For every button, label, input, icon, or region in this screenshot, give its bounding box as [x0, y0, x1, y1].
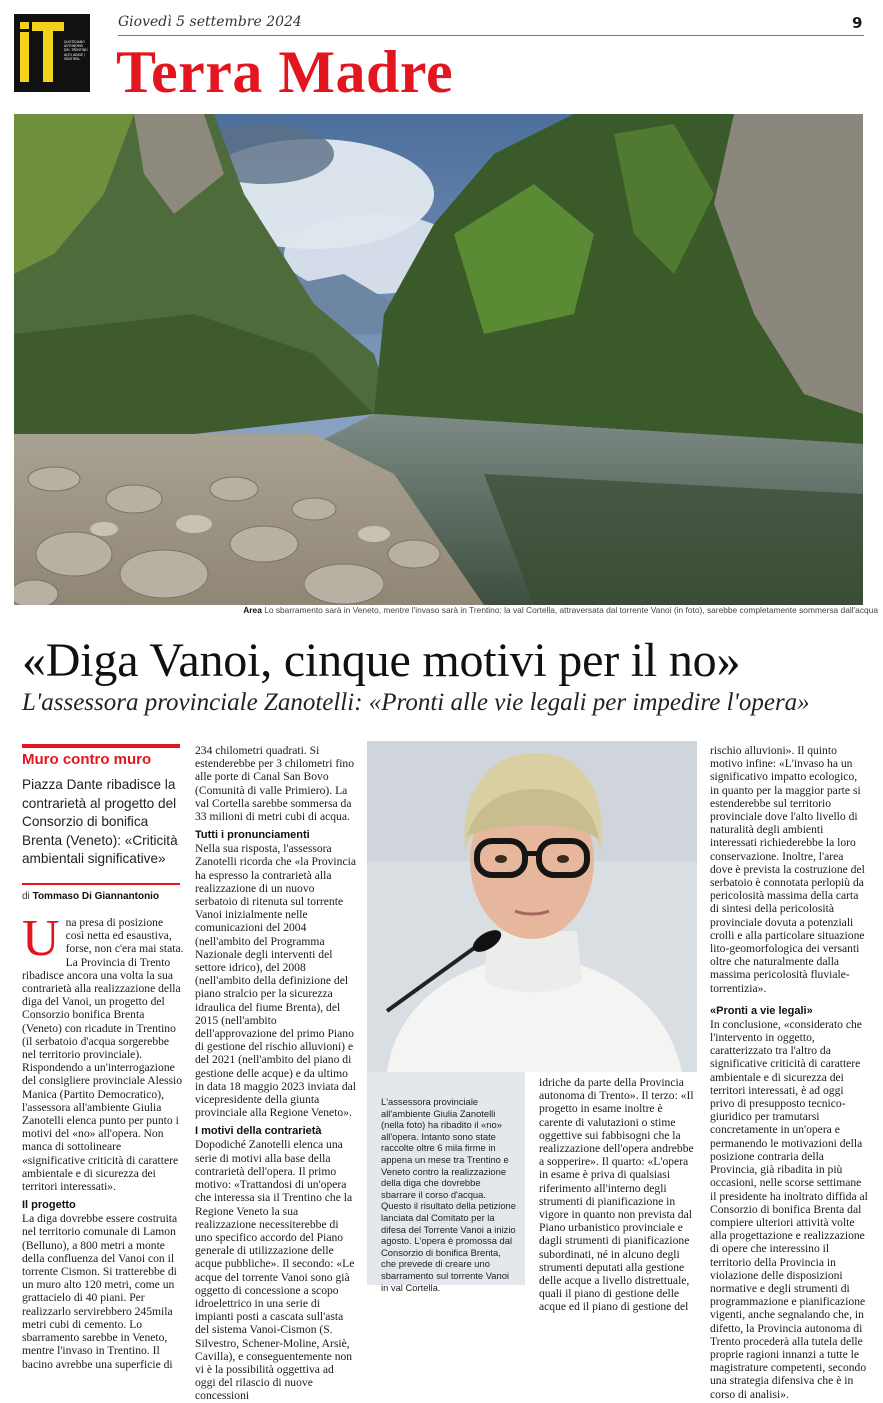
header-rule: [118, 35, 864, 36]
portrait-caption: L'assessora provinciale all'ambiente Giulia Zanotelli (nella foto) ha ribadito il «no» all'opera. Intanto sono state raccolte oltre 6 mila firme in appena un mese tra Trentino e Veneto contro la realizzazione della diga che dovrebbe sbarrare il corso d'acqua. Questo il risultato della petizione lanciata dal Comitato per la difesa del Torrente Vanoi a inizio agosto. L'opera è promossa dal Consorzio di bonifica Brenta, che prevede di creare uno sbarramento sul torrente Vanoi in val Cortella.: [381, 1096, 516, 1293]
kicker-rule: [22, 744, 180, 748]
body-paragraph: Dopodiché Zanotelli elenca una serie di motivi alla base della contrarietà dell'opera. Il primo motivo: «Trattandosi di un'opera che interessa sia il Trentino che la Regione Veneto la sua realizzazione necessiterebbe di uno specifico accordo del Piano generale di utilizzazione delle acque pubbliche». Il secondo: «Le acque del torrente Vanoi sono già oggetto di concessione a scopo idroelettrico in una serie di impianti posti a cascata sull'asta del sistema Vanoi-Cismon (S. Silvestro, Schener-Moline, Arsiè, Cavilla), e conseguentemente non vi è la possibilità oggettiva ad oggi del rilascio di nuove concessioni: [195, 1138, 355, 1403]
subheadline: L'assessora provinciale Zanotelli: «Pronti alle vie legali per impedire l'opera»: [22, 689, 810, 716]
portrait-photo: [367, 741, 697, 1072]
article-column-2: [195, 744, 357, 1403]
logo-mark-icon: [20, 22, 64, 84]
byline-rule: [22, 883, 180, 885]
body-paragraph: In conclusione, «considerato che l'intervento in oggetto, caratterizzato tra l'altro da significative criticità di carattere ambientale e di sicurezza dei territori interessati, è ad oggi privo di presupposto tecnico-giuridico per tramutarsi concretamente in un'opera e permanendo le motivazioni della posizione contraria della Provincia, già ribadita in più occasioni, nelle scorse settimane il presidente ha inoltrato diffida al Consorzio di bonifica Brenta dal compiere ulteriori attività volte alla progettazione e realizzazione di opere che interessino il territorio della Provincia in violazione delle disposizioni normative e degli strumenti di programmazione e pianificazione vigenti, anche segnalando che, in difetto, la Provincia autonoma di Trento procederà alla tutela delle proprie ragioni innanzi a tutte le magistrature competenti, secondo una strategia difensiva che è in corso di analisi».: [710, 1017, 868, 1401]
kicker: Muro contro muro: [22, 751, 152, 768]
portrait-caption-box: [367, 1072, 525, 1293]
issue-date: Giovedì 5 settembre 2024: [118, 14, 302, 30]
article-column-3: [539, 1076, 697, 1314]
newspaper-logo: [14, 14, 90, 92]
river-photo: [14, 114, 863, 605]
article-column-4: [710, 744, 868, 1401]
drop-cap: U: [22, 910, 60, 967]
caption-text: Lo sbarramento sarà in Veneto, mentre l'invaso sarà in Trentino: la val Cortella, attraversata dal torrente Vanoi (in foto), sarebbe completamente sommersa dall'acqua: [264, 605, 878, 615]
subheading: Tutti i pronunciamenti: [195, 829, 310, 842]
body-paragraph: Nella sua risposta, l'assessora Zanotelli ricorda che «la Provincia ha espresso la contrarietà alla realizzazione di un nuovo serbatoio di ritenuta sul torrente Vanoi inizialmente nelle comunicazioni del 2004 (nell'ambito del Programma Nazionale degli interventi del settore idrico), del 2008 (nell'ambito della definizione del piano stralcio per la sicurezza idraulica del fiume Brenta), del 2015 (nell'ambito dell'approvazione del primo Piano di gestione del rischio alluvioni) e del 2021 (nell'ambito del piano di gestione delle acque) e da ultimo in data 18 maggio 2023 inviata dal vicepresidente della giunta provinciale alla Regione Veneto».: [195, 842, 356, 1120]
body-paragraph: 234 chilometri quadrati. Si estenderebbe per 3 chilometri fino alle porte di Canal San Bovo (Comunità di valle Primiero). La val Cortella sarebbe sommersa da 33 milioni di metri cubi di acqua.: [195, 744, 355, 824]
body-paragraph: La diga dovrebbe essere costruita nel territorio comunale di Lamon (Belluno), a 800 metri a monte della confluenza del Vanoi con il torrente Cismon. Si tratterebbe di un muro alto 120 metri, come un grattacielo di 40 piani. Per realizzarlo servirebbero 245mila metri cubi di cemento. Lo sbarramento sarebbe in Veneto, mentre l'invaso in Trentino. Il bacino avrebbe una superficie di: [22, 1212, 178, 1371]
section-title: Terra Madre: [116, 39, 454, 105]
byline: [22, 891, 159, 902]
article-column-1: [22, 910, 184, 1371]
logo-tagline: QUOTIDIANO AUTONOMO DEL TRENTINO ALTO ADIGE / SÜDTIROL: [64, 40, 88, 61]
page-number: 9: [852, 14, 863, 32]
body-paragraph: rischio alluvioni». Il quinto motivo infine: «L'invaso ha un significativo impatto ecologico, in quanto per la maggior parte si estenderebbe sul territorio provinciale dove l'alto livello di naturalità degli ambienti interessati richiederebbe la loro conservazione. Inoltre, l'area dove è prevista la costruzione del serbatoio è connotata perlopiù da pericolosità massima della carta di sintesi della pericolosità provinciale dovuta a potenziali crolli e alla particolare situazione lito-geomorfologica dei versanti oltre che naturalmente dalla massima pericolosità fluviale-torrentizia».: [710, 744, 865, 995]
caption-label: Area: [243, 605, 262, 615]
subheading: «Pronti a vie legali»: [710, 1004, 813, 1017]
body-paragraph: idriche da parte della Provincia autonoma di Trento». Il terzo: «Il progetto in esame inoltre è carente di valutazioni o stime oggettive sui fabbisogni che la realizzazione dell'opera andrebbe a sopperire». Il quarto: «L'opera in esame è priva di qualsiasi riferimento all'interno degli strumenti di pianificazione in vigore in quanto non prevista dal Piano urbanistico provinciale e dagli strumenti di pianificazione subordinati, né in alcuno degli strumenti deputati alla gestione delle acque a livello distrettuale, quali il piano di gestione delle acque ed il piano di gestione del: [539, 1076, 694, 1314]
photo-caption: [150, 604, 878, 616]
body-paragraph: na presa di posizione così netta ed esaustiva, forse, non c'era mai stata. La Provincia di Trento ribadisce ancora una volta la sua contrarietà alla realizzazione della diga del Vanoi, un progetto del Consorzio bonifica Brenta (Veneto) con ricadute in Trentino (il serbatoio d'acqua sorgerebbe nel territorio provinciale). Rispondendo a un'interrogazione del consigliere provinciale Alessio Manica (Partito Democratico), l'assessora all'ambiente Giulia Zanotelli elenca punto per punto i motivi del «no» all'opera. Non manca di sottolineare «significative criticità di carattere ambientale e di sicurezza dei territori interessati».: [22, 916, 184, 1194]
subheading: Il progetto: [22, 1199, 76, 1212]
standfirst: Piazza Dante ribadisce la contrarietà al progetto del Consorzio di bonifica Brenta (Veneto): «Criticità ambientali significative»: [22, 777, 178, 866]
byline-author: Tommaso Di Giannantonio: [32, 891, 160, 902]
headline: «Diga Vanoi, cinque motivi per il no»: [22, 634, 741, 687]
subheading: I motivi della contrarietà: [195, 1125, 322, 1138]
byline-prefix: di: [22, 891, 30, 902]
